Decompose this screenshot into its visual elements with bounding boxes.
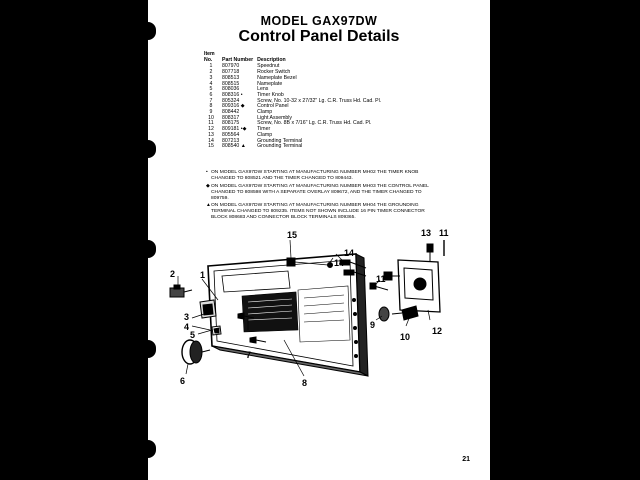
callout-12: 12 — [432, 326, 443, 336]
callout-2: 2 — [170, 269, 176, 279]
catalog-page — [148, 0, 490, 480]
part-description: Nameplate Bezel — [257, 74, 297, 81]
item-number: 2 — [209, 69, 213, 76]
part-number: 808316 • — [222, 91, 243, 98]
item-number: 1 — [209, 63, 213, 70]
model-title: MODEL GAX97DW — [260, 14, 378, 28]
item-number: 10 — [208, 114, 214, 121]
part-number: 809181 •◆ — [222, 126, 247, 133]
part-number: 808175 — [222, 120, 240, 127]
callout-1: 1 — [200, 270, 206, 280]
nameplate-part — [200, 300, 216, 318]
item-number: 7 — [209, 97, 213, 104]
callout-14: 14 — [344, 248, 355, 258]
callout-14b: 14 — [334, 258, 345, 268]
part-number: 805564 — [222, 131, 240, 138]
callout-10: 10 — [400, 332, 411, 342]
callout-9: 9 — [370, 320, 376, 330]
clamp-part — [427, 240, 444, 262]
item-number: 9 — [209, 109, 213, 116]
part-number: 807970 — [222, 63, 240, 70]
item-number: 5 — [209, 86, 213, 93]
callout-7: 7 — [246, 350, 252, 360]
footnote-text: ON MODEL GAX97DW STARTING AT MANUFACTURING NUMBER MH02 THE TIMER KNOB CHANGED TO 808521 AND THE TIMER CHANGED TO 809443. — [211, 170, 419, 181]
screw-part-11 — [370, 283, 388, 290]
part-description: Screw, No. 8B x 7/16" Lg. C.R. Truss Hd. Cad. Pl. — [257, 120, 372, 127]
page-number: 21 — [462, 456, 470, 463]
part-number: 808515 — [222, 80, 240, 87]
page-title: Control Panel Details — [238, 28, 400, 45]
part-description: Control Panel — [257, 103, 289, 110]
item-header-line2: No. — [204, 56, 213, 63]
part-description: Speednut — [257, 63, 280, 70]
callout-15: 15 — [287, 230, 298, 240]
item-number: 13 — [208, 131, 214, 138]
grounding-terminal-part — [287, 258, 333, 268]
part-description: Clamp — [257, 131, 273, 138]
timer-part — [384, 260, 440, 312]
item-number: 3 — [209, 74, 213, 81]
callout-8: 8 — [302, 378, 308, 388]
part-number: 805324 — [222, 97, 240, 104]
column-header-description: Description — [257, 56, 286, 63]
callout-5: 5 — [190, 330, 196, 340]
column-header-part-number: Part Number — [222, 56, 254, 63]
callout-3: 3 — [184, 312, 190, 322]
footnote-text: ON MODEL GAX97DW STARTING AT MANUFACTURING NUMBER MH03 THE CONTROL PANEL CHANGED TO 808598 WITH A SEPARATE OVERLAY 809672, AND THE TIMER CHANGED TO 809759. — [211, 183, 429, 201]
part-number: 808442 — [222, 109, 240, 116]
part-description: Grounding Terminal — [257, 137, 303, 144]
part-description: Light Assembly — [257, 114, 293, 121]
light-assembly-part — [379, 306, 418, 321]
part-number: 807213 — [222, 137, 240, 144]
part-number: 808036 — [222, 86, 240, 93]
part-description: Timer Knob — [257, 91, 284, 98]
item-number: 8 — [209, 103, 213, 110]
rocker-switch-part — [170, 285, 192, 297]
exploded-diagram — [148, 0, 490, 480]
part-number: 809316 ◆ — [222, 103, 245, 110]
footnote-symbol: ◆ — [206, 183, 210, 189]
part-number: 808540 ▲ — [222, 143, 246, 150]
part-description: Timer — [257, 126, 271, 133]
part-description: Rocker Switch — [257, 69, 291, 76]
footnote-symbol: ▲ — [206, 203, 211, 208]
part-number: 808513 — [222, 74, 240, 81]
item-number: 15 — [208, 143, 214, 150]
footnote-text: ON MODEL GAX97DW STARTING AT MANUFACTURING NUMBER MH04 THE GROUNDING TERMINAL CHANGED TO 809235. ITEMS NOT SHOWN INCLUDE 16 PIN TIMER CONNECTOR BLOCK 808683 AND CONNECTOR BLOCK TERMINALS 809365. — [211, 203, 425, 220]
footnote-symbol: • — [206, 170, 208, 175]
part-number: 808317 — [222, 114, 240, 121]
item-number: 12 — [208, 126, 214, 133]
item-number: 11 — [208, 120, 214, 127]
item-number: 14 — [208, 137, 214, 144]
item-number: 6 — [209, 91, 213, 98]
callout-13: 13 — [421, 228, 432, 238]
callout-6: 6 — [180, 376, 186, 386]
item-number: 4 — [209, 80, 213, 87]
part-description: Screw, No. 10-32 x 27/32" Lg. C.R. Truss Hd. Cad. Pl. — [257, 97, 382, 104]
callout-4: 4 — [184, 322, 190, 332]
part-description: Lens — [257, 86, 269, 93]
item-header-line1: Item — [204, 51, 215, 57]
lens-part — [212, 326, 221, 335]
part-description: Grounding Terminal — [257, 143, 303, 150]
callout-11a: 11 — [439, 228, 449, 238]
callout-11: 11 — [376, 274, 386, 284]
part-description: Clamp — [257, 109, 273, 116]
timer-knob-part — [182, 340, 210, 364]
part-number: 807718 — [222, 69, 240, 76]
part-description: Nameplate — [257, 80, 283, 87]
